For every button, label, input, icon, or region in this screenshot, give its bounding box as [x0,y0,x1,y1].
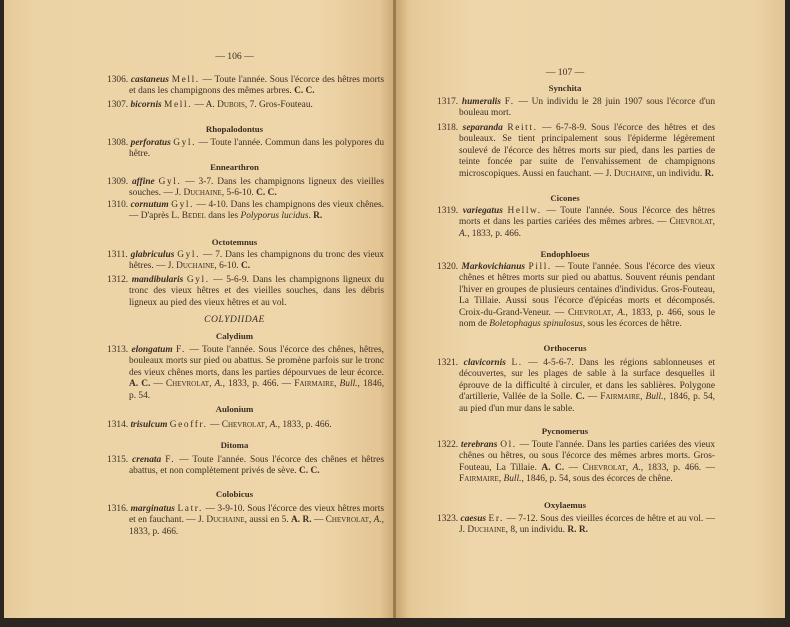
entry-text: , sous les écorces de hêtre. [582,319,682,330]
entry-text: — Toute l'année. Sous l'écorce des hêtres morts et dans les champignons des mêmes arbres. [129,75,385,97]
entry-text: — [584,392,601,403]
entry-text: — 7. Dans les champignons du tronc des vieux hêtres. — J. [129,250,384,272]
species-author: F. [504,97,515,107]
entry-text: — 5-6-9. Dans les champignons ligneux du tronc des vieux hêtres et des vieilles souches, dans les débris ligneux au pied des vieux hêtres et au vol. [129,275,385,308]
entry-text: Fairmaire [459,474,499,485]
species-name: glabriculus [130,250,175,260]
species-name: trisulcum [130,420,168,430]
genus-heading: Endophloeus [540,249,590,259]
family-heading: COLYDIIDAE [204,314,265,325]
species-name: cornutum [130,200,169,210]
genus-heading: Aulonium [215,404,254,414]
entry-text: Bedel [181,211,206,222]
entry-text: Chevrolat [165,379,210,390]
genus-heading: Ennearthron [210,162,259,172]
species-author: Hellw. [507,206,542,216]
entry-text: A. [632,462,641,473]
catalog-entry [437,262,715,330]
catalog-entry [107,420,384,431]
catalog-entry [107,275,384,309]
species-author: Gyl. [186,275,210,285]
entry-text: R. R. [567,525,588,536]
entry-text: A. R. [291,515,312,526]
species-author: Er. [488,514,505,524]
catalog-entry [437,97,715,120]
entry-text: — Toute l'année. Dans les parties cariées des vieux chênes ou hêtres, ou sous l'écorce des mêmes arbres morts. Gros-Fouteau, La Tillaie. [459,440,716,473]
catalog-entry [107,455,384,478]
entry-text: , un individu. [652,168,705,179]
entry-text: , [611,307,618,318]
entry-number: 1320. [437,262,459,272]
entry-text: — Un individu le 28 juin 1907 sous l'écorce d'un bouleau mort. [459,97,716,119]
entry-text: , aussi en 5. [244,515,292,526]
entry-text: A. [269,420,278,430]
entry-number: 1307. [107,100,129,110]
entry-text: , 1833, p. 466. — [640,462,716,473]
entry-text: — 7-12. Sous des vieilles écorces de hêtre et au vol. — J. [459,514,716,536]
entry-text: , 1846, p. 54, au pied d'un mur dans le sable. [459,392,715,414]
entry-text: — Toute l'année. Sous l'écorce des chênes et hêtres abattus, et non complètement privés de sève. [129,455,384,477]
entry-text: , [209,379,215,390]
entry-text: C. C. [299,466,320,477]
entry-text: — 3-9-10. Sous l'écorce des vieux hêtres morts et en fauchant. — J. [129,504,385,526]
species-name: Markovichianus [461,262,526,272]
entry-text: Duchaine [613,168,653,179]
species-author: Mell. [171,75,200,85]
species-name: perforatus [130,138,171,148]
entry-text: R. [704,168,714,179]
entry-text: — Toute l'année. Sous l'écorce des hêtres morts et dans les parties cariées des mêmes arbres. — [459,206,715,228]
species-name: castaneus [130,75,169,85]
entry-text: , 8, un individu. [505,525,568,536]
entry-text: C. [240,261,251,272]
entry-text: C. [575,392,585,403]
entry-text: , 1846, p. 54. [129,379,385,401]
species-name: clavicornis [463,358,506,368]
entry-text: A. [373,515,382,526]
entry-text: , 1833, p. 466. — [222,379,295,390]
entry-number: 1322. [437,440,459,450]
species-name: caesus [460,514,487,524]
species-name: elongatum [131,345,173,355]
entry-number: 1310. [107,200,129,210]
entry-text: Duchaine [206,515,245,526]
entry-text: Chevrolat [221,420,265,430]
catalog-entry [437,440,715,486]
entry-text: , [712,217,715,228]
entry-text: Fairmaire [294,379,335,390]
entry-text: A. [617,307,626,318]
entry-text: A. C. [541,462,565,473]
species-author: Pill. [528,262,552,272]
entry-text: — 6-7-8-9. Sous l'écorce des hêtres et des bouleaux. Se tient principalement sous l'épiderme légèrement soulevé de l'écorce des hêtres morts sur pied, dans les parties de teinte foncée par suite de l'envahissement de champignons microscopiques. Aussi en fauchant. — J. [459,123,716,179]
entry-number: 1309. [107,177,129,187]
entry-text: — Toute l'année. Commun dans les polypores du hêtre. [129,138,385,160]
page-number: — 106 — [215,51,254,62]
entry-number: 1308. [107,138,129,148]
species-name: humeralis [461,97,501,107]
entry-text: , 1833, p. 466. [277,420,332,430]
entry-text: — [311,515,326,526]
catalog-entry [107,177,384,200]
entry-text: — Toute l'année. Sous l'écorce des vieux chênes et hêtres morts sur pied ou abattus. Souvent réunis pendant l'hiver en groupes de plusieurs centaines d'individus. Gros-Fouteau, La Tillaie. Aussi sous l'écorce d'épicéas morts et décomposés. Croix-du-Grand-Veneur. — [459,262,716,318]
left-page [4,0,395,618]
entry-text: — Toute l'année. Sous l'écorce des chênes, hêtres, bouleaux morts sur pied ou abattus. Se promène parfois sur le tronc des vieux chênes morts, dans les parties dépourvues de leur écorce. [129,345,384,378]
genus-heading: Rhopalodontus [205,124,264,134]
entry-text: R. [313,211,323,222]
entry-number: 1316. [107,504,129,514]
entry-number: 1318. [437,123,459,133]
entry-text: — [150,379,166,390]
genus-heading: Ditoma [220,440,249,450]
entry-text: A. C. [129,379,151,390]
entry-text: Duchaine [183,188,222,199]
species-name: bicornis [130,100,162,110]
catalog-entry [107,100,384,111]
entry-text: C. C. [256,188,277,199]
genus-heading: Synchita [548,83,582,93]
genus-heading: Octotemnus [211,237,258,247]
entry-text: Bull. [503,474,522,485]
entry-text: Chevrolat [567,307,612,318]
entry-number: 1311. [107,250,128,260]
entry-number: 1306. [107,75,129,85]
entry-number: 1319. [437,206,459,216]
entry-number: 1312. [107,275,129,285]
entry-text: , 6-10. [214,261,241,272]
species-author: Latr. [177,504,203,514]
entry-text: , 1833, p. 466, sous le nom de [459,307,716,330]
entry-number: 1321. [437,358,459,368]
species-name: mandibularis [131,275,184,285]
catalog-entry [437,514,715,537]
entry-text: — 4-10. Dans les champignons des vieux chênes. — D'après L. [129,200,384,222]
book-gutter [393,0,396,618]
species-author: F. [165,455,176,465]
entry-text: — [207,420,222,430]
entry-number: 1323. [437,514,459,524]
species-author: Mell. [164,100,193,110]
entry-text: — 4-5-6-7. Dans les régions sablonneuses et découvertes, sur les plages de sable à la surface desquelles il éprouve de la difficulté à circuler, et dans les sablières. Polygone d'artillerie, Vallée de la Solle. [459,358,716,403]
entry-text: Bull. [645,392,664,403]
entry-text: , [334,379,340,390]
entry-text: . [308,211,314,222]
species-name: affine [131,177,155,187]
entry-text: Polyporus lucidus [240,211,309,222]
species-name: crenata [132,455,162,465]
entry-text: Fairmaire [600,392,641,403]
catalog-entry [437,206,715,240]
entry-text: Dubois [217,100,245,110]
genus-heading: Oxylaemus [543,500,587,510]
species-author: Gyl. [177,250,201,260]
genus-heading: Orthocerus [543,343,587,353]
species-name: separanda [462,123,503,133]
entry-number: 1314. [107,420,129,430]
entry-text: Duchaine [176,261,215,272]
entry-text: Chevrolat [325,515,369,526]
catalog-entry [107,345,384,402]
catalog-entry [107,504,384,538]
entry-text: , [625,462,633,473]
entry-text: — [564,462,583,473]
entry-text: — 3-7. Dans les champignons ligneux des vieilles souches. — J. [129,177,384,199]
species-author: Geoffr. [169,420,208,430]
catalog-entry [437,358,715,415]
entry-text: , 1846, p. 54, sous des écorces de chêne. [521,474,673,485]
entry-number: 1313. [107,345,129,355]
species-author: F. [176,345,187,355]
species-author: Gyl. [171,200,195,210]
entry-number: 1315. [107,455,129,465]
entry-text: Boletophagus spinulosus [489,319,583,330]
catalog-entry [107,200,384,223]
entry-text: A. [459,228,468,239]
species-author: Gyl. [158,177,182,187]
species-name: marginatus [130,504,175,514]
species-name: terebrans [460,440,498,450]
entry-text: , [498,474,504,485]
entry-text: , 1833, p. 466. [467,228,521,239]
page-number: — 107 — [545,67,585,78]
entry-text: Chevrolat [582,462,626,473]
entry-text: Duchaine [467,525,506,536]
genus-heading: Calydium [215,331,254,341]
entry-text: , [640,392,646,403]
species-author: Ol. [500,440,517,450]
catalog-entry [107,250,384,273]
entry-text: — A. [192,100,218,110]
genus-heading: Colobicus [215,489,254,499]
species-author: L. [511,358,523,368]
catalog-entry [107,138,384,161]
entry-text: A. [214,379,223,390]
entry-text: , [264,420,270,430]
species-author: Gyl. [173,138,197,148]
entry-text: C. C. [294,86,315,97]
genus-heading: Pycnomerus [541,426,589,436]
catalog-entry [107,75,384,98]
entry-text: dans les [205,211,241,222]
entry-text: Chevrolat [669,217,713,228]
entry-text: Bull. [339,379,358,390]
entry-text: , 1833, p. 466. [129,515,384,537]
entry-number: 1317. [437,97,459,107]
species-author: Reitt. [507,123,538,133]
catalog-entry [437,123,715,180]
genus-heading: Cicones [550,193,580,203]
entry-text: , 5-6-10. [221,188,257,199]
entry-text: , 7. Gros-Fouteau. [244,100,313,110]
species-name: variegatus [462,206,503,216]
right-page [395,0,785,618]
entry-text: , [368,515,374,526]
